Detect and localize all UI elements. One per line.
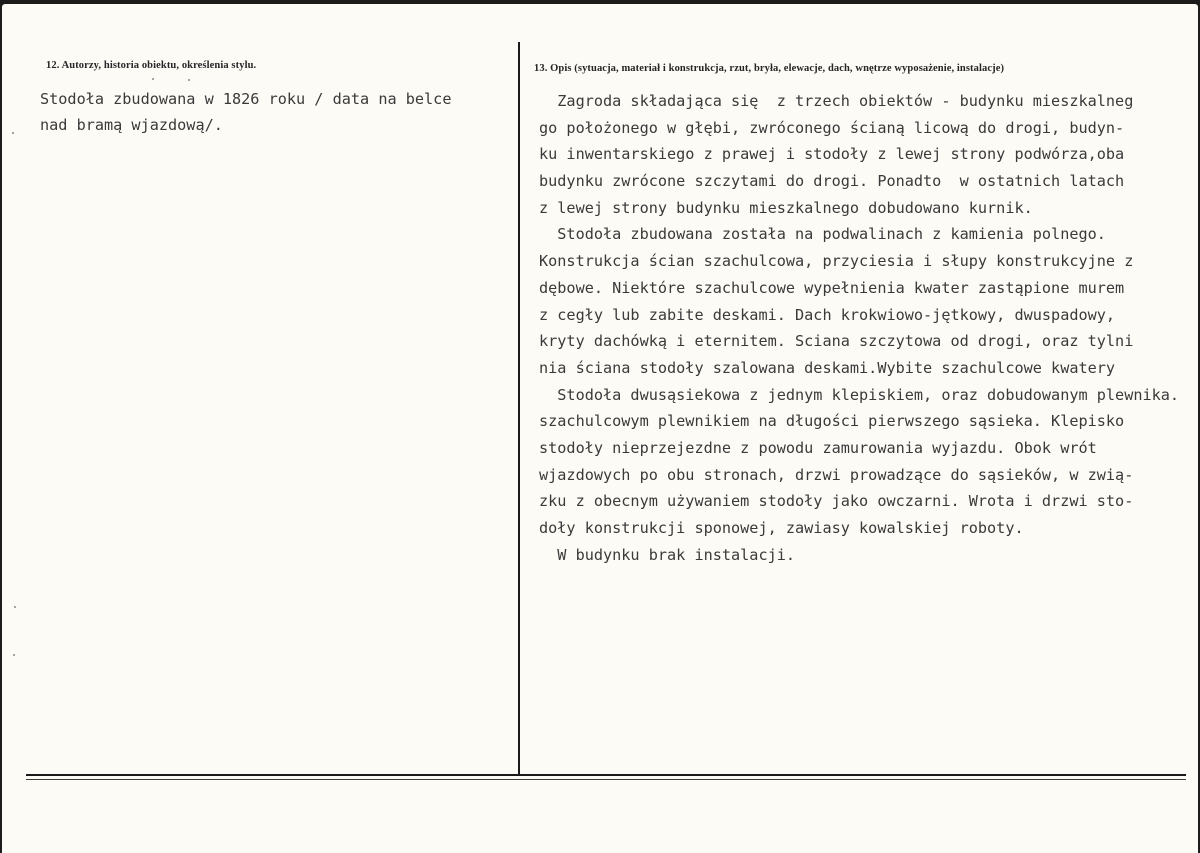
typed-line: nia ściana stodoły szalowana deskami.Wybite szachulcowe kwatery	[539, 358, 1116, 377]
typed-line: ku inwentarskiego z prawej i stodoły z lewej strony podwórza,oba	[539, 145, 1125, 164]
section-12-heading: 12. Autorzy, historia obiektu, określenia stylu.	[46, 60, 257, 71]
typed-line: go położonego w głębi, zwróconego ścianą licową do drogi, budyn-	[539, 118, 1125, 137]
typed-line: kryty dachówką i eternitem. Sciana szczytowa od drogi, oraz tylni	[539, 332, 1134, 351]
typed-line: szachulcowym plewnikiem na długości pierwszego sąsieka. Klepisko	[539, 412, 1125, 431]
section-12-text	[40, 86, 451, 138]
typed-line: wjazdowych po obu stronach, drzwi prowadzące do sąsieków, w zwią-	[539, 465, 1134, 484]
paper-speck	[152, 78, 154, 80]
typed-line: budynku zwrócone szczytami do drogi. Ponadto w ostatnich latach	[539, 172, 1125, 191]
typed-line: z cegły lub zabite deskami. Dach krokwiowo-jętkowy, dwuspadowy,	[539, 305, 1116, 324]
bottom-rule-thin	[26, 779, 1186, 780]
typed-line: zku z obecnym używaniem stodoły jako owczarni. Wrota i drzwi sto-	[539, 492, 1134, 511]
typed-line: z lewej strony budynku mieszkalnego dobudowano kurnik.	[539, 198, 1033, 217]
typed-line: Stodoła dwusąsiekowa z jednym klepiskiem, oraz dobudowanym plewnika.	[539, 385, 1180, 404]
typed-line: Stodoła zbudowana w 1826 roku / data na belce	[40, 90, 452, 108]
section-13-text	[539, 88, 1199, 568]
paper-speck	[14, 606, 16, 608]
column-divider	[518, 42, 520, 775]
typed-line: W budynku brak instalacji.	[539, 545, 796, 564]
typed-line: Konstrukcja ścian szachulcowa, przyciesia i słupy konstrukcyjne z	[539, 252, 1134, 271]
paper-speck	[13, 654, 15, 656]
typed-line: doły konstrukcji sponowej, zawiasy kowalskiej roboty.	[539, 519, 1024, 537]
typed-line: nad bramą wjazdową/.	[40, 116, 223, 134]
form-sheet	[2, 4, 1198, 853]
bottom-rule	[26, 774, 1186, 776]
typed-line: Zagroda składająca się z trzech obiektów - budynku mieszkalneg	[539, 92, 1134, 110]
typed-line: dębowe. Niektóre szachulcowe wypełnienia kwater zastąpione murem	[539, 278, 1125, 297]
typed-line: stodoły nieprzejezdne z powodu zamurowania wyjazdu. Obok wrót	[539, 438, 1097, 457]
paper-speck	[188, 79, 190, 81]
section-13-heading: 13. Opis (sytuacja, materiał i konstrukcja, rzut, bryła, elewacje, dach, wnętrze wyposażenie, instalacje)	[534, 63, 1005, 74]
typed-line: Stodoła zbudowana została na podwalinach z kamienia polnego.	[539, 225, 1106, 244]
paper-speck	[12, 132, 14, 134]
